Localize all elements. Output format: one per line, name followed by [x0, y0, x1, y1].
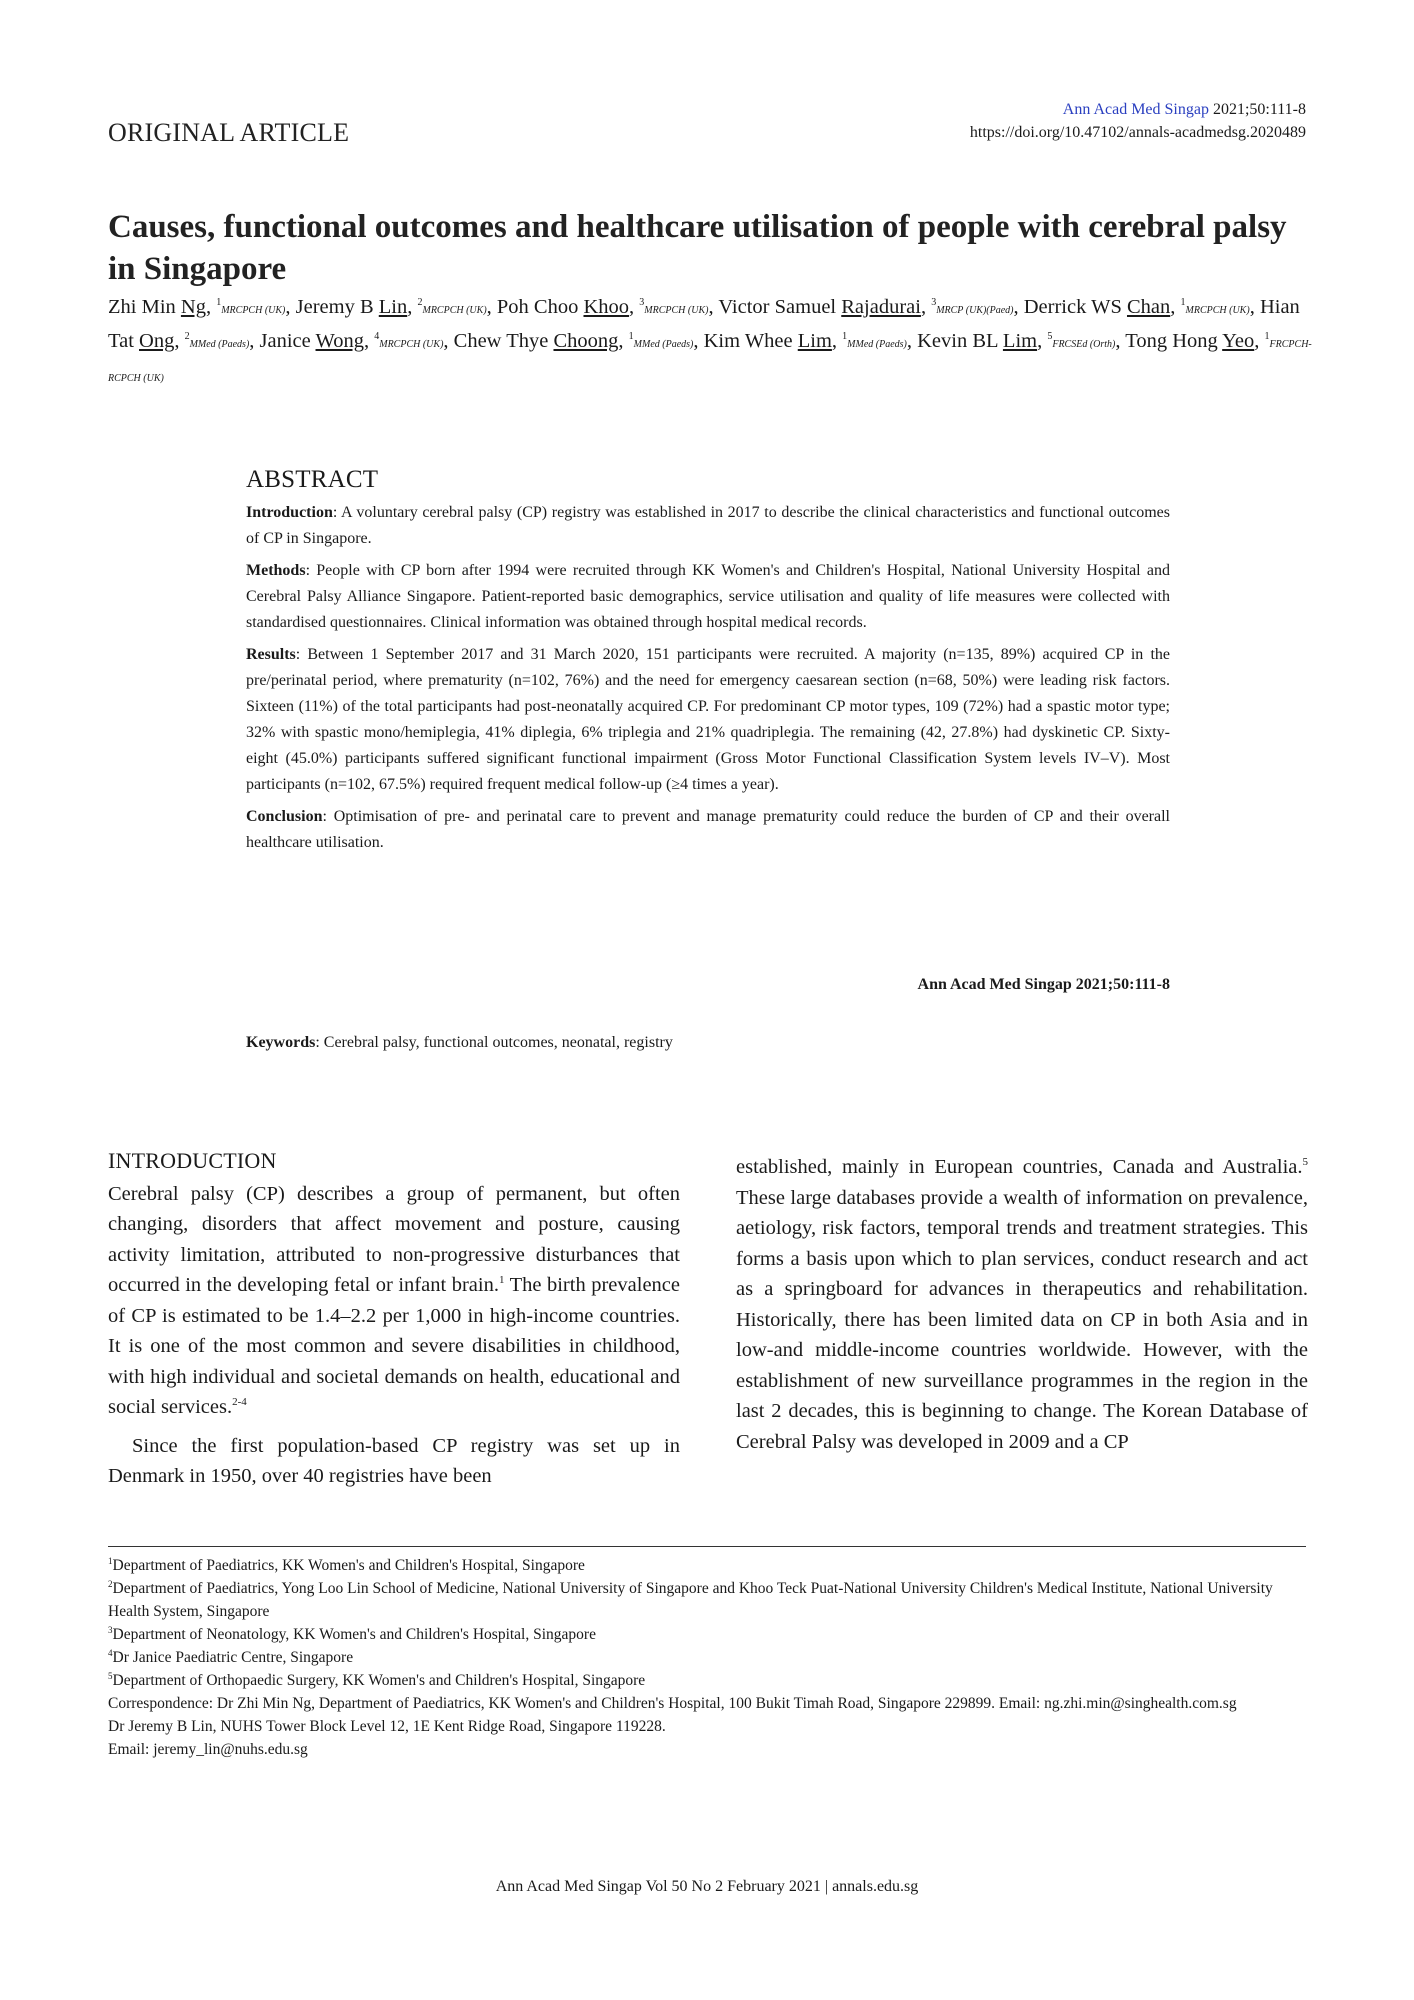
- affiliation-5: [108, 1669, 1308, 1692]
- affiliation-number: 1: [108, 1555, 113, 1566]
- author: Jeremy B Lin, $^2$MRCPCH (UK),: [295, 296, 497, 318]
- paragraph-text: Cerebral palsy (CP) describes a group of permanent, but often changing, disorders that affect movement and posture, causing activity limitation, attributed to non-progressive disturbances that occurred in the developing fetal or infant brain.: [108, 1182, 680, 1296]
- journal-name-link[interactable]: Ann Acad Med Singap: [1062, 101, 1209, 118]
- affiliation-3: [108, 1623, 1308, 1646]
- author-affiliation-number: 5: [1047, 331, 1053, 343]
- author-credentials: MMed (Paeds): [847, 339, 907, 350]
- author: Hian Tat Ong, $^2$MMed (Paeds),: [108, 296, 1300, 352]
- author-credentials: MRCPCH (UK): [644, 305, 709, 316]
- author: Victor Samuel Rajadurai, $^3$MRCP (UK)(Paed),: [718, 296, 1024, 318]
- affiliation-text: Department of Neonatology, KK Women's and Children's Hospital, Singapore: [112, 1626, 596, 1643]
- author-surname: Lim: [1002, 330, 1038, 352]
- abstract-citation: Ann Acad Med Singap 2021;50:111-8: [917, 976, 1170, 993]
- abstract-introduction: [246, 500, 1170, 552]
- journal-citation-line: [970, 98, 1306, 121]
- second-correspondence-email[interactable]: Email: jeremy_lin@nuhs.edu.sg: [108, 1741, 308, 1758]
- abstract-introduction-label: Introduction: [246, 504, 333, 521]
- abstract-methods-text: : People with CP born after 1994 were recruited through KK Women's and Children's Hospital, National University Hospital and Cerebral Palsy Alliance Singapore. Patient-reported basic demographics, service utilisation and quality of life measures were collected with standardised questionnaires. Clinical information was obtained through hospital medical records.: [246, 562, 1170, 631]
- keywords-label: Keywords: [246, 1034, 316, 1051]
- introduction-paragraph-1: [108, 1179, 680, 1423]
- abstract-conclusion: [246, 804, 1170, 856]
- abstract-conclusion-text: : Optimisation of pre- and perinatal care to prevent and manage prematurity could reduce the burden of CP and their overall healthcare utilisation.: [246, 808, 1170, 851]
- author-surname: Lin: [378, 296, 408, 318]
- author-surname: Rajadurai: [841, 296, 921, 318]
- doi-link[interactable]: https://doi.org/10.47102/annals-acadmedsg.2020489: [969, 124, 1306, 141]
- journal-reference: [970, 98, 1306, 144]
- author-surname: Khoo: [583, 296, 630, 318]
- abstract-introduction-text: : A voluntary cerebral palsy (CP) registry was established in 2017 to describe the clinical characteristics and functional outcomes of CP in Singapore.: [246, 504, 1170, 547]
- author-affiliation-number: 3: [639, 297, 645, 309]
- author-affiliation-number: 1: [842, 331, 848, 343]
- article-title: Causes, functional outcomes and healthcare utilisation of people with cerebral palsy in Singapore: [108, 209, 1287, 287]
- author: Poh Choo Khoo, $^3$MRCPCH (UK),: [496, 296, 719, 318]
- second-correspondence: Dr Jeremy B Lin, NUHS Tower Block Level 12, 1E Kent Ridge Road, Singapore 119228.: [108, 1718, 666, 1735]
- author-credentials: MRCPCH (UK): [221, 305, 286, 316]
- abstract-conclusion-label: Conclusion: [246, 808, 323, 825]
- author-affiliation-number: 1: [1180, 297, 1186, 309]
- introduction-paragraph-2: Since the first population-based CP registry was set up in Denmark in 1950, over 40 registries have been: [108, 1434, 680, 1487]
- keywords: [246, 1034, 673, 1052]
- author-surname: Wong: [315, 330, 364, 352]
- author-credentials: MMed (Paeds): [633, 339, 694, 350]
- author-credentials: MRCPCH (UK): [379, 339, 444, 350]
- reference-marker[interactable]: 1: [498, 1274, 505, 1287]
- author-affiliation-number: 2: [417, 297, 423, 309]
- correspondence: Correspondence: Dr Zhi Min Ng, Department of Paediatrics, KK Women's and Children's Hospital, 100 Bukit Timah Road, Singapore 229899. Email: ng.zhi.min@singhealth.com.sg: [108, 1695, 1237, 1712]
- paragraph-text: The birth prevalence of CP is estimated to be 1.4–2.2 per 1,000 in high-income countries. It is one of the most common and severe disabilities in childhood, with high individual and societal demands on health, educational and social services.: [108, 1274, 680, 1418]
- author: Janice Wong, $^4$MRCPCH (UK),: [259, 330, 454, 352]
- author: Kim Whee Lim, $^1$MMed (Paeds),: [703, 330, 918, 352]
- article-type-label: ORIGINAL ARTICLE: [108, 118, 350, 147]
- author: Chew Thye Choong, $^1$MMed (Paeds),: [453, 330, 704, 352]
- author: Kevin BL Lim, $^5$FRCSEd (Orth),: [917, 330, 1126, 352]
- reference-marker[interactable]: 5: [1302, 1156, 1308, 1169]
- abstract-heading: ABSTRACT: [246, 466, 379, 493]
- author-credentials: FRCSEd (Orth): [1052, 339, 1116, 350]
- abstract-methods: [246, 558, 1170, 636]
- author-surname: Lim: [797, 330, 832, 352]
- paragraph-text: established, mainly in European countries, Canada and Australia.: [736, 1156, 1303, 1178]
- affiliation-number: 5: [108, 1670, 113, 1681]
- author-affiliation-number: 4: [374, 331, 380, 343]
- author-affiliation-number: 1: [1264, 331, 1270, 343]
- author-surname: Chan: [1126, 296, 1171, 318]
- body-column-left: [108, 1146, 680, 1492]
- affiliation-4: [108, 1646, 1308, 1669]
- author-credentials: MRCP (UK)(Paed): [936, 305, 1014, 316]
- footnote-divider: [108, 1546, 1306, 1547]
- abstract-methods-label: Methods: [246, 562, 306, 579]
- author-list: [108, 292, 1328, 394]
- introduction-heading: INTRODUCTION: [108, 1148, 277, 1173]
- author-credentials: MRCPCH (UK): [1185, 305, 1250, 316]
- affiliation-number: 4: [108, 1647, 113, 1658]
- abstract-results: [246, 642, 1170, 798]
- introduction-paragraph-2-continued: [736, 1152, 1308, 1457]
- affiliation-1: [108, 1554, 1308, 1577]
- abstract-results-text: : Between 1 September 2017 and 31 March 2020, 151 participants were recruited. A majority (n=135, 89%) acquired CP in the pre/perinatal period, where prematurity (n=102, 76%) and the need for emergency caesarean section (n=68, 50%) were leading risk factors. Sixteen (11%) of the total participants had post-neonatally acquired CP. For predominant CP motor types, 109 (72%) had a spastic motor type; 32% with spastic mono/hemiplegia, 41% diplegia, 6% triplegia and 21% quadriplegia. The remaining (42, 27.8%) had dyskinetic CP. Sixty-eight (45.0%) participants suffered significant functional impairment (Gross Motor Functional Classification System levels IV–V). Most participants (n=102, 67.5%) required frequent medical follow-up (≥4 times a year).: [246, 646, 1170, 793]
- paragraph-text: These large databases provide a wealth of information on prevalence, aetiology, risk factors, temporal trends and treatment strategies. This forms a basis upon which to plan services, conduct research and act as a springboard for advances in therapeutics and rehabilitation. Historically, there has been limited data on CP in both Asia and in low-and middle-income countries worldwide. However, with the establishment of new surveillance programmes in the region in the last 2 decades, this is beginning to change. The Korean Database of Cerebral Palsy was developed in 2009 and a CP: [736, 1186, 1308, 1453]
- keywords-text: : Cerebral palsy, functional outcomes, neonatal, registry: [315, 1034, 673, 1051]
- author-surname: Ong: [139, 330, 175, 352]
- author-surname: Ng: [180, 296, 206, 318]
- author-credentials: MRCPCH (UK): [422, 305, 487, 316]
- author-affiliation-number: 2: [184, 331, 190, 343]
- page-footer: Ann Acad Med Singap Vol 50 No 2 February 2021 | annals.edu.sg: [495, 1878, 919, 1895]
- affiliation-text: Dr Janice Paediatric Centre, Singapore: [112, 1649, 354, 1666]
- reference-marker[interactable]: 2-4: [232, 1396, 247, 1409]
- author-credentials: FRCPCH-RCPCH (UK): [108, 339, 1312, 384]
- affiliation-number: 2: [108, 1578, 113, 1589]
- abstract-results-label: Results: [246, 646, 296, 663]
- journal-volume: 2021;50:111-8: [1208, 101, 1306, 118]
- affiliation-text: Department of Orthopaedic Surgery, KK Women's and Children's Hospital, Singapore: [112, 1672, 646, 1689]
- abstract-section: [246, 466, 1170, 862]
- author: Zhi Min Ng, $^1$MRCPCH (UK),: [108, 296, 296, 318]
- affiliation-text: Department of Paediatrics, KK Women's and Children's Hospital, Singapore: [112, 1557, 585, 1574]
- affiliation-2: [108, 1577, 1308, 1623]
- affiliation-text: Department of Paediatrics, Yong Loo Lin School of Medicine, National University of Singapore and Khoo Teck Puat-National University Children's Medical Institute, National University Health System, Singapore: [108, 1580, 1273, 1620]
- author-credentials: MMed (Paeds): [189, 339, 250, 350]
- author-affiliation-number: 1: [628, 331, 634, 343]
- author-affiliation-number: 3: [931, 297, 937, 309]
- affiliation-number: 3: [108, 1624, 113, 1635]
- footnotes: [108, 1554, 1308, 1761]
- author-affiliation-number: 1: [216, 297, 222, 309]
- author: Tong Hong Yeo, $^1$FRCPCH-RCPCH (UK): [108, 330, 1312, 384]
- author-surname: Yeo: [1222, 330, 1255, 352]
- author-surname: Choong: [553, 330, 619, 352]
- author: Derrick WS Chan, $^1$MRCPCH (UK),: [1023, 296, 1260, 318]
- body-column-right: [736, 1152, 1308, 1457]
